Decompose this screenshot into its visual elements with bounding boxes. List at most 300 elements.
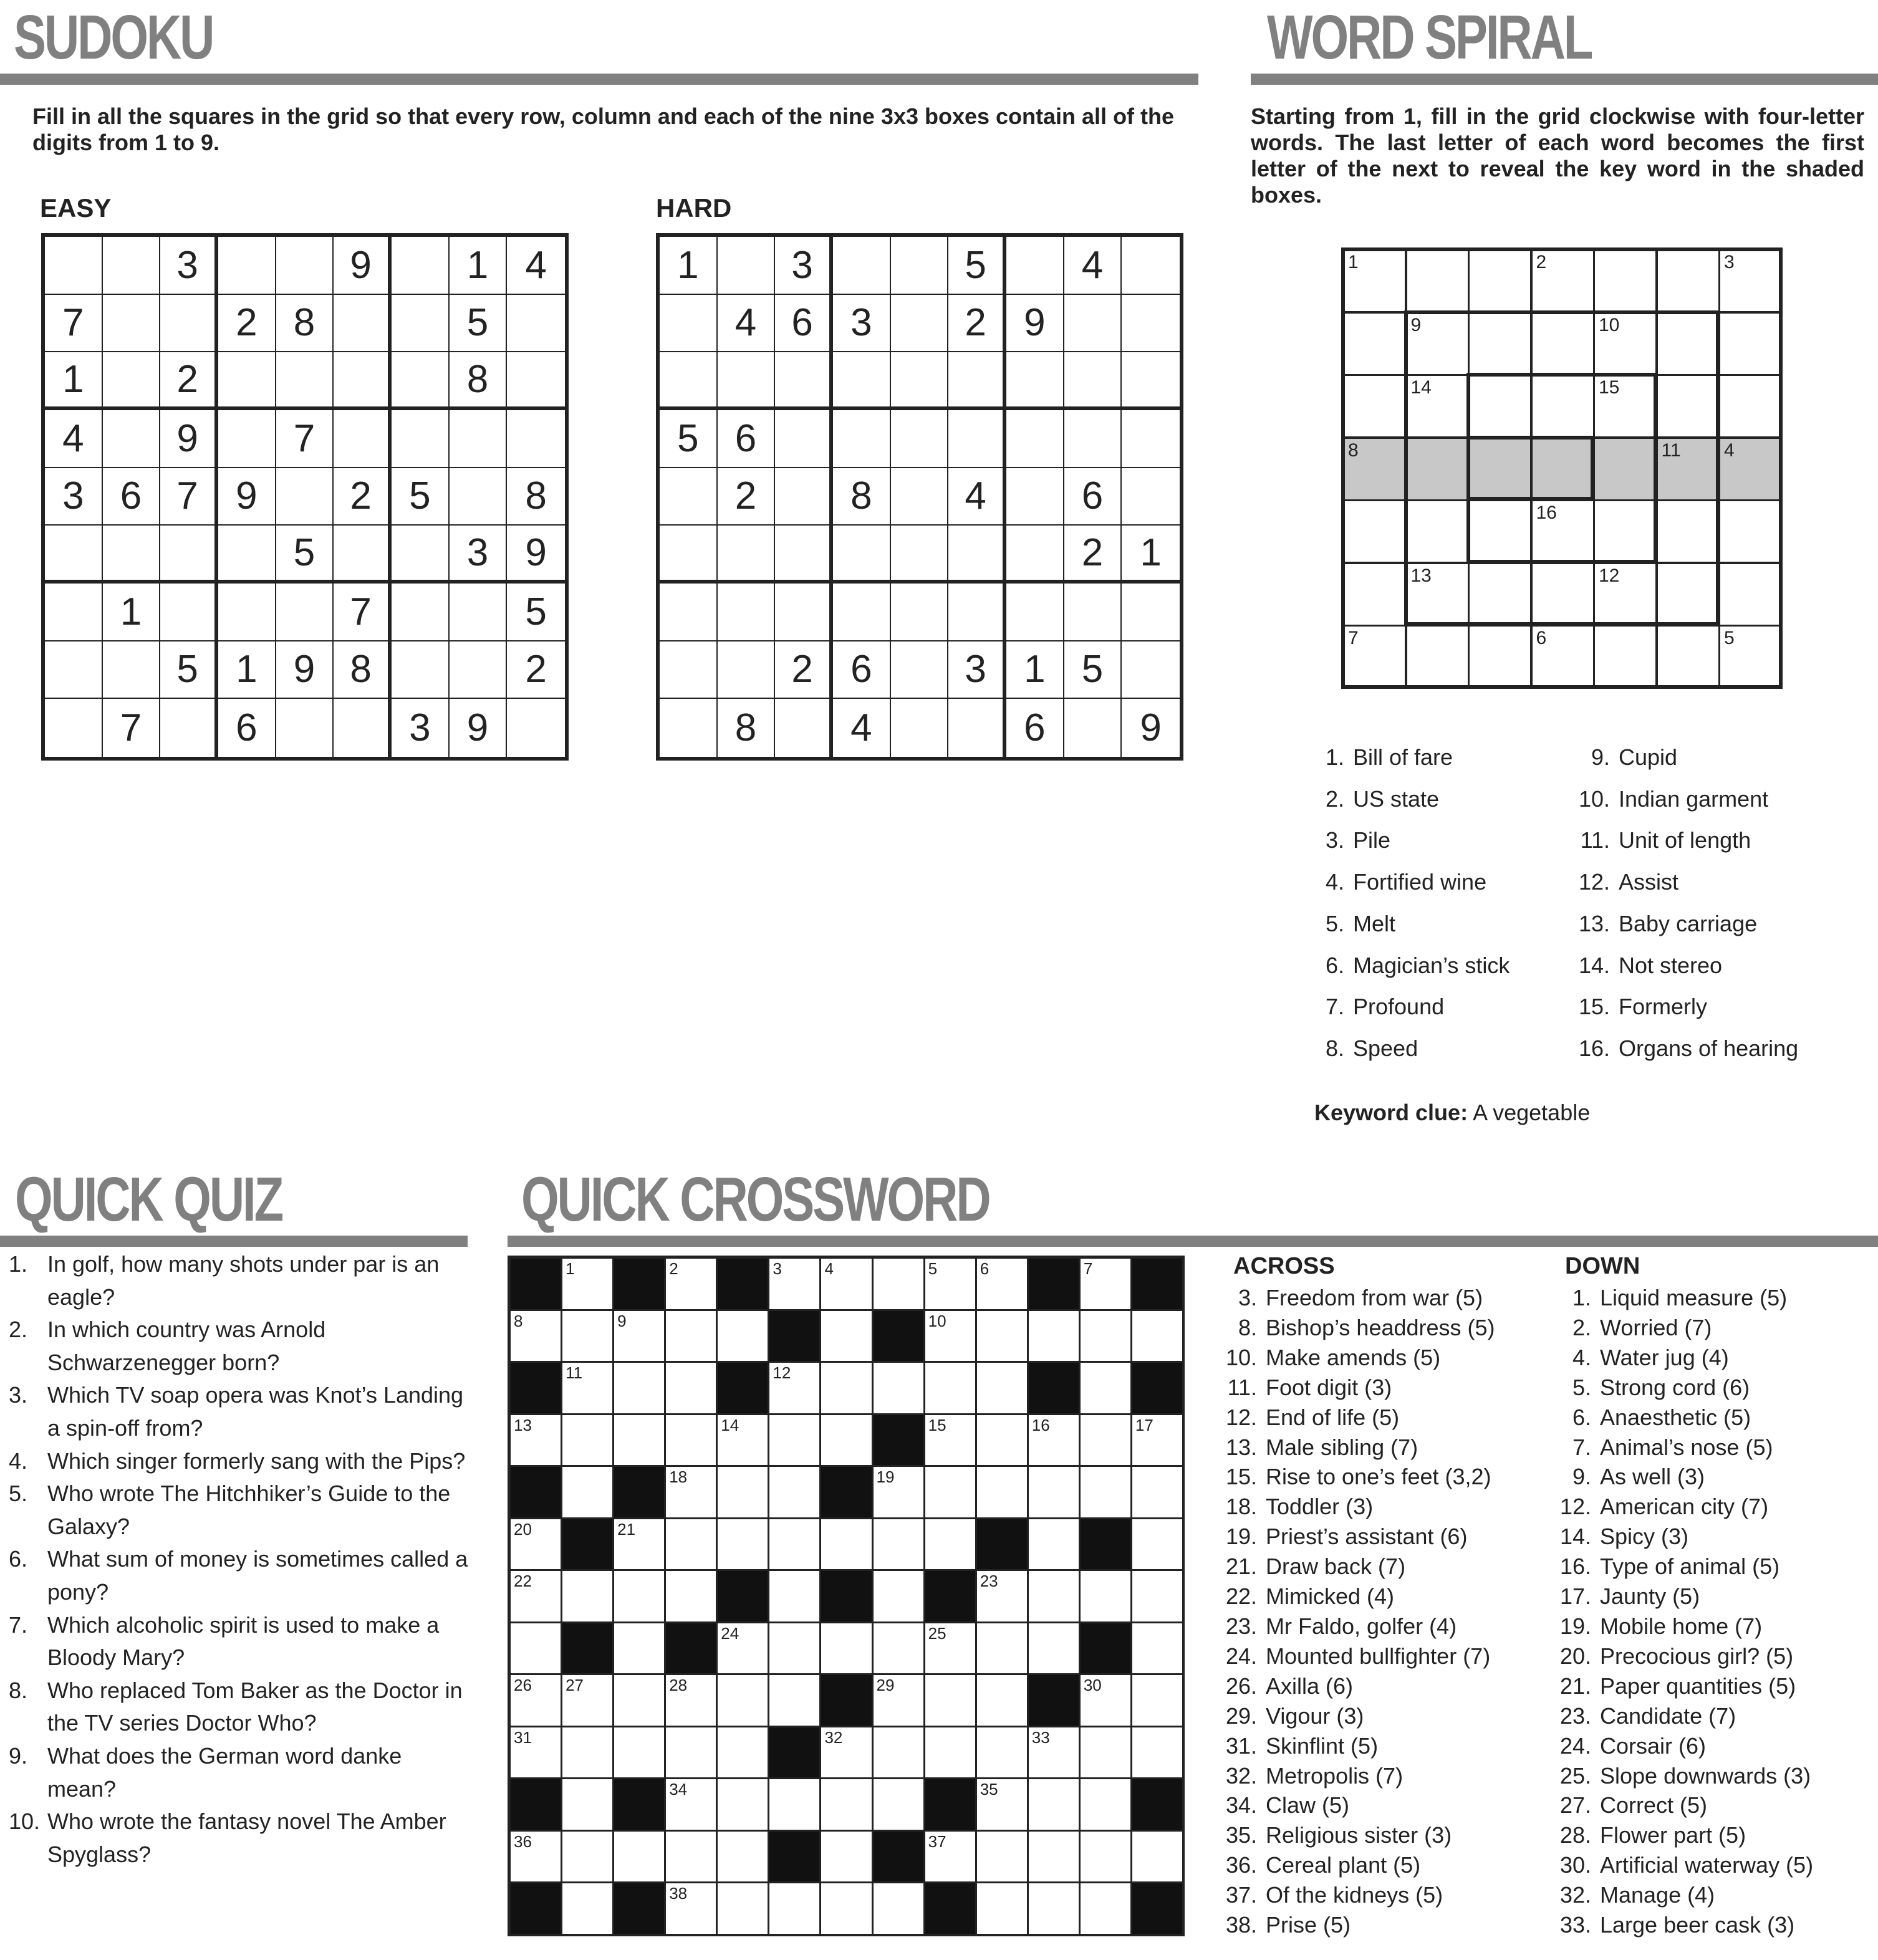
crossword-cell[interactable]	[1079, 1257, 1132, 1310]
crossword-cell[interactable]	[716, 1726, 769, 1779]
crossword-cell[interactable]	[976, 1362, 1028, 1415]
sudoku-cell[interactable]: 5	[507, 584, 565, 641]
sudoku-cell[interactable]	[45, 699, 103, 757]
sudoku-cell[interactable]: 9	[507, 526, 565, 584]
sudoku-cell[interactable]	[507, 295, 565, 353]
spiral-cell[interactable]	[1594, 563, 1657, 626]
sudoku-cell[interactable]: 8	[334, 641, 392, 699]
crossword-cell[interactable]	[768, 1257, 821, 1310]
crossword-cell[interactable]	[665, 1518, 717, 1571]
spiral-cell[interactable]	[1657, 438, 1720, 501]
sudoku-cell[interactable]	[775, 410, 833, 468]
crossword-cell[interactable]	[561, 1362, 614, 1415]
crossword-cell[interactable]	[1079, 1570, 1132, 1623]
crossword-cell[interactable]	[976, 1310, 1028, 1363]
sudoku-cell[interactable]	[718, 352, 776, 410]
crossword-cell[interactable]	[976, 1257, 1028, 1310]
crossword-cell[interactable]	[924, 1518, 976, 1571]
sudoku-cell[interactable]	[660, 468, 718, 526]
sudoku-cell[interactable]: 2	[775, 641, 833, 699]
sudoku-cell[interactable]	[507, 352, 565, 410]
crossword-cell[interactable]	[1028, 1830, 1080, 1883]
crossword-cell[interactable]	[768, 1570, 821, 1623]
sudoku-cell[interactable]	[1064, 410, 1122, 468]
spiral-cell[interactable]	[1406, 438, 1469, 501]
sudoku-cell[interactable]	[160, 699, 218, 757]
crossword-cell[interactable]	[561, 1414, 614, 1467]
sudoku-cell[interactable]: 9	[450, 699, 508, 757]
spiral-cell[interactable]	[1719, 375, 1782, 438]
sudoku-cell[interactable]	[833, 526, 891, 584]
sudoku-cell[interactable]: 4	[507, 237, 565, 295]
sudoku-cell[interactable]	[1064, 295, 1122, 353]
crossword-cell[interactable]	[820, 1622, 872, 1675]
crossword-cell[interactable]	[613, 1830, 665, 1883]
sudoku-cell[interactable]	[1122, 410, 1180, 468]
crossword-cell[interactable]	[872, 1622, 925, 1675]
sudoku-cell[interactable]	[775, 584, 833, 641]
spiral-cell[interactable]	[1657, 500, 1720, 563]
sudoku-cell[interactable]: 6	[1064, 468, 1122, 526]
sudoku-cell[interactable]: 2	[507, 641, 565, 699]
crossword-cell[interactable]	[665, 1362, 717, 1415]
spiral-cell[interactable]	[1531, 500, 1594, 563]
spiral-cell[interactable]	[1468, 312, 1531, 375]
sudoku-cell[interactable]: 2	[218, 295, 276, 353]
sudoku-cell[interactable]: 2	[1064, 526, 1122, 584]
sudoku-cell[interactable]	[660, 352, 718, 410]
sudoku-cell[interactable]	[507, 410, 565, 468]
spiral-cell[interactable]	[1406, 625, 1469, 688]
sudoku-cell[interactable]	[718, 641, 776, 699]
spiral-cell[interactable]	[1468, 500, 1531, 563]
crossword-cell[interactable]	[716, 1674, 769, 1727]
sudoku-cell[interactable]	[891, 699, 949, 757]
crossword-cell[interactable]	[561, 1830, 614, 1883]
spiral-cell[interactable]	[1594, 438, 1657, 501]
crossword-cell[interactable]	[716, 1310, 769, 1363]
crossword-cell[interactable]	[976, 1830, 1028, 1883]
sudoku-cell[interactable]	[160, 526, 218, 584]
crossword-cell[interactable]	[561, 1466, 614, 1519]
spiral-cell[interactable]	[1343, 249, 1406, 312]
crossword-cell[interactable]	[1079, 1674, 1132, 1727]
sudoku-cell[interactable]: 7	[45, 295, 103, 353]
sudoku-cell[interactable]	[276, 468, 334, 526]
crossword-cell[interactable]	[716, 1778, 769, 1831]
spiral-cell[interactable]	[1531, 249, 1594, 312]
crossword-cell[interactable]	[1131, 1570, 1183, 1623]
sudoku-cell[interactable]: 7	[160, 468, 218, 526]
sudoku-cell[interactable]	[833, 410, 891, 468]
crossword-cell[interactable]	[976, 1778, 1028, 1831]
spiral-cell[interactable]	[1531, 625, 1594, 688]
crossword-cell[interactable]	[820, 1362, 872, 1415]
sudoku-cell[interactable]: 6	[103, 468, 161, 526]
sudoku-cell[interactable]	[1122, 237, 1180, 295]
sudoku-cell[interactable]	[891, 584, 949, 641]
sudoku-cell[interactable]	[660, 699, 718, 757]
crossword-cell[interactable]	[1131, 1622, 1183, 1675]
crossword-cell[interactable]	[509, 1518, 562, 1571]
crossword-cell[interactable]	[924, 1414, 976, 1467]
sudoku-cell[interactable]	[392, 237, 450, 295]
sudoku-cell[interactable]	[1064, 699, 1122, 757]
spiral-cell[interactable]	[1343, 625, 1406, 688]
sudoku-cell[interactable]	[948, 584, 1006, 641]
spiral-cell[interactable]	[1343, 438, 1406, 501]
sudoku-cell[interactable]	[891, 641, 949, 699]
sudoku-cell[interactable]	[45, 641, 103, 699]
sudoku-cell[interactable]: 4	[833, 699, 891, 757]
sudoku-cell[interactable]	[392, 295, 450, 353]
crossword-cell[interactable]	[1028, 1466, 1080, 1519]
sudoku-cell[interactable]	[891, 468, 949, 526]
sudoku-cell[interactable]: 4	[948, 468, 1006, 526]
sudoku-cell[interactable]	[103, 410, 161, 468]
sudoku-cell[interactable]	[160, 295, 218, 353]
sudoku-cell[interactable]	[392, 641, 450, 699]
sudoku-cell[interactable]: 8	[833, 468, 891, 526]
crossword-cell[interactable]	[1028, 1882, 1080, 1935]
sudoku-cell[interactable]: 1	[103, 584, 161, 641]
sudoku-cell[interactable]: 2	[334, 468, 392, 526]
sudoku-cell[interactable]: 5	[660, 410, 718, 468]
crossword-cell[interactable]	[872, 1726, 925, 1779]
crossword-cell[interactable]	[872, 1778, 925, 1831]
crossword-cell[interactable]	[665, 1674, 717, 1727]
sudoku-cell[interactable]	[334, 699, 392, 757]
spiral-cell[interactable]	[1657, 312, 1720, 375]
sudoku-cell[interactable]	[891, 295, 949, 353]
sudoku-cell[interactable]: 5	[276, 526, 334, 584]
crossword-cell[interactable]	[1079, 1726, 1132, 1779]
sudoku-cell[interactable]: 8	[718, 699, 776, 757]
crossword-cell[interactable]	[976, 1674, 1028, 1727]
crossword-cell[interactable]	[1028, 1622, 1080, 1675]
crossword-cell[interactable]	[820, 1830, 872, 1883]
crossword-cell[interactable]	[613, 1414, 665, 1467]
crossword-cell[interactable]	[1028, 1778, 1080, 1831]
crossword-cell[interactable]	[561, 1778, 614, 1831]
sudoku-cell[interactable]: 1	[1006, 641, 1064, 699]
sudoku-cell[interactable]: 6	[775, 295, 833, 353]
sudoku-cell[interactable]	[450, 410, 508, 468]
crossword-cell[interactable]	[1131, 1466, 1183, 1519]
sudoku-cell[interactable]: 2	[718, 468, 776, 526]
sudoku-cell[interactable]: 5	[392, 468, 450, 526]
sudoku-cell[interactable]	[948, 526, 1006, 584]
spiral-cell[interactable]	[1468, 438, 1531, 501]
sudoku-cell[interactable]	[276, 352, 334, 410]
sudoku-cell[interactable]: 4	[45, 410, 103, 468]
crossword-cell[interactable]	[1131, 1830, 1183, 1883]
sudoku-cell[interactable]	[660, 641, 718, 699]
spiral-cell[interactable]	[1406, 500, 1469, 563]
sudoku-cell[interactable]	[660, 295, 718, 353]
sudoku-cell[interactable]	[103, 237, 161, 295]
sudoku-cell[interactable]	[948, 352, 1006, 410]
sudoku-cell[interactable]	[1122, 468, 1180, 526]
spiral-cell[interactable]	[1594, 249, 1657, 312]
sudoku-cell[interactable]	[507, 699, 565, 757]
spiral-cell[interactable]	[1468, 563, 1531, 626]
crossword-cell[interactable]	[613, 1674, 665, 1727]
spiral-cell[interactable]	[1468, 375, 1531, 438]
crossword-cell[interactable]	[613, 1518, 665, 1571]
sudoku-cell[interactable]	[218, 410, 276, 468]
spiral-cell[interactable]	[1719, 249, 1782, 312]
crossword-cell[interactable]	[976, 1882, 1028, 1935]
crossword-cell[interactable]	[768, 1518, 821, 1571]
sudoku-cell[interactable]	[775, 699, 833, 757]
sudoku-cell[interactable]	[1064, 352, 1122, 410]
crossword-cell[interactable]	[665, 1778, 717, 1831]
crossword-cell[interactable]	[1028, 1726, 1080, 1779]
crossword-cell[interactable]	[1028, 1310, 1080, 1363]
crossword-cell[interactable]	[613, 1726, 665, 1779]
sudoku-cell[interactable]: 4	[718, 295, 776, 353]
spiral-cell[interactable]	[1531, 563, 1594, 626]
sudoku-cell[interactable]	[775, 526, 833, 584]
sudoku-cell[interactable]	[218, 526, 276, 584]
sudoku-cell[interactable]: 8	[276, 295, 334, 353]
crossword-cell[interactable]	[820, 1882, 872, 1935]
crossword-cell[interactable]	[872, 1882, 925, 1935]
sudoku-cell[interactable]	[218, 352, 276, 410]
spiral-cell[interactable]	[1531, 312, 1594, 375]
spiral-cell[interactable]	[1406, 249, 1469, 312]
sudoku-cell[interactable]	[1006, 526, 1064, 584]
sudoku-cell[interactable]	[660, 584, 718, 641]
sudoku-cell[interactable]	[392, 526, 450, 584]
crossword-cell[interactable]	[924, 1726, 976, 1779]
crossword-cell[interactable]	[768, 1414, 821, 1467]
crossword-cell[interactable]	[924, 1362, 976, 1415]
crossword-cell[interactable]	[665, 1310, 717, 1363]
crossword-cell[interactable]	[924, 1257, 976, 1310]
sudoku-cell[interactable]	[1122, 641, 1180, 699]
spiral-cell[interactable]	[1657, 249, 1720, 312]
spiral-cell[interactable]	[1594, 312, 1657, 375]
sudoku-cell[interactable]: 3	[775, 237, 833, 295]
sudoku-cell[interactable]: 9	[334, 237, 392, 295]
sudoku-cell[interactable]: 5	[160, 641, 218, 699]
crossword-cell[interactable]	[924, 1310, 976, 1363]
crossword-cell[interactable]	[924, 1830, 976, 1883]
sudoku-cell[interactable]	[1006, 352, 1064, 410]
crossword-cell[interactable]	[561, 1726, 614, 1779]
sudoku-cell[interactable]	[1006, 410, 1064, 468]
crossword-cell[interactable]	[716, 1466, 769, 1519]
crossword-cell[interactable]	[820, 1310, 872, 1363]
spiral-cell[interactable]	[1594, 625, 1657, 688]
crossword-cell[interactable]	[976, 1466, 1028, 1519]
crossword-cell[interactable]	[1079, 1310, 1132, 1363]
sudoku-cell[interactable]	[833, 352, 891, 410]
crossword-cell[interactable]	[665, 1414, 717, 1467]
crossword-cell[interactable]	[665, 1882, 717, 1935]
sudoku-cell[interactable]	[1122, 295, 1180, 353]
sudoku-cell[interactable]	[833, 237, 891, 295]
crossword-cell[interactable]	[561, 1310, 614, 1363]
crossword-cell[interactable]	[561, 1674, 614, 1727]
sudoku-cell[interactable]: 1	[450, 237, 508, 295]
spiral-cell[interactable]	[1719, 438, 1782, 501]
sudoku-cell[interactable]	[392, 410, 450, 468]
sudoku-cell[interactable]	[718, 584, 776, 641]
crossword-cell[interactable]	[924, 1674, 976, 1727]
sudoku-cell[interactable]	[1122, 584, 1180, 641]
spiral-cell[interactable]	[1531, 438, 1594, 501]
crossword-cell[interactable]	[716, 1830, 769, 1883]
sudoku-cell[interactable]	[450, 641, 508, 699]
crossword-cell[interactable]	[1079, 1830, 1132, 1883]
sudoku-cell[interactable]: 3	[450, 526, 508, 584]
crossword-cell[interactable]	[665, 1466, 717, 1519]
crossword-cell[interactable]	[976, 1622, 1028, 1675]
sudoku-cell[interactable]	[218, 237, 276, 295]
spiral-cell[interactable]	[1719, 312, 1782, 375]
sudoku-cell[interactable]: 6	[718, 410, 776, 468]
sudoku-cell[interactable]: 3	[833, 295, 891, 353]
spiral-cell[interactable]	[1657, 625, 1720, 688]
spiral-cell[interactable]	[1657, 563, 1720, 626]
spiral-cell[interactable]	[1657, 375, 1720, 438]
crossword-cell[interactable]	[872, 1518, 925, 1571]
sudoku-cell[interactable]	[45, 584, 103, 641]
crossword-cell[interactable]	[716, 1518, 769, 1571]
sudoku-cell[interactable]	[891, 410, 949, 468]
sudoku-cell[interactable]	[718, 526, 776, 584]
sudoku-cell[interactable]	[334, 410, 392, 468]
spiral-cell[interactable]	[1594, 375, 1657, 438]
sudoku-cell[interactable]	[833, 584, 891, 641]
sudoku-cell[interactable]	[103, 641, 161, 699]
sudoku-cell[interactable]	[45, 237, 103, 295]
crossword-cell[interactable]	[509, 1414, 562, 1467]
spiral-cell[interactable]	[1719, 563, 1782, 626]
crossword-cell[interactable]	[1079, 1362, 1132, 1415]
sudoku-cell[interactable]: 5	[450, 295, 508, 353]
crossword-cell[interactable]	[768, 1622, 821, 1675]
sudoku-cell[interactable]: 2	[948, 295, 1006, 353]
crossword-cell[interactable]	[509, 1726, 562, 1779]
sudoku-cell[interactable]: 8	[507, 468, 565, 526]
crossword-cell[interactable]	[561, 1882, 614, 1935]
sudoku-cell[interactable]	[392, 584, 450, 641]
sudoku-cell[interactable]	[334, 295, 392, 353]
spiral-cell[interactable]	[1406, 375, 1469, 438]
crossword-cell[interactable]	[924, 1466, 976, 1519]
crossword-cell[interactable]	[820, 1726, 872, 1779]
spiral-cell[interactable]	[1531, 375, 1594, 438]
sudoku-cell[interactable]	[45, 526, 103, 584]
crossword-cell[interactable]	[872, 1362, 925, 1415]
crossword-cell[interactable]	[768, 1778, 821, 1831]
crossword-cell[interactable]	[872, 1674, 925, 1727]
crossword-cell[interactable]	[561, 1257, 614, 1310]
sudoku-cell[interactable]	[160, 584, 218, 641]
sudoku-cell[interactable]: 1	[1122, 526, 1180, 584]
sudoku-cell[interactable]	[276, 699, 334, 757]
crossword-cell[interactable]	[820, 1778, 872, 1831]
crossword-cell[interactable]	[613, 1362, 665, 1415]
crossword-cell[interactable]	[716, 1414, 769, 1467]
sudoku-cell[interactable]	[276, 237, 334, 295]
crossword-cell[interactable]	[872, 1570, 925, 1623]
spiral-cell[interactable]	[1343, 312, 1406, 375]
crossword-cell[interactable]	[1131, 1518, 1183, 1571]
sudoku-cell[interactable]	[392, 352, 450, 410]
sudoku-cell[interactable]	[103, 352, 161, 410]
sudoku-cell[interactable]	[1006, 237, 1064, 295]
crossword-cell[interactable]	[768, 1674, 821, 1727]
crossword-cell[interactable]	[1131, 1674, 1183, 1727]
crossword-cell[interactable]	[509, 1622, 562, 1675]
sudoku-cell[interactable]	[218, 584, 276, 641]
sudoku-cell[interactable]	[660, 526, 718, 584]
spiral-cell[interactable]	[1719, 500, 1782, 563]
crossword-cell[interactable]	[1028, 1518, 1080, 1571]
sudoku-cell[interactable]: 3	[392, 699, 450, 757]
sudoku-cell[interactable]: 5	[1064, 641, 1122, 699]
sudoku-cell[interactable]	[891, 237, 949, 295]
sudoku-cell[interactable]	[1006, 468, 1064, 526]
crossword-cell[interactable]	[509, 1570, 562, 1623]
sudoku-cell[interactable]	[334, 352, 392, 410]
crossword-cell[interactable]	[768, 1362, 821, 1415]
sudoku-cell[interactable]	[775, 468, 833, 526]
crossword-cell[interactable]	[665, 1726, 717, 1779]
sudoku-cell[interactable]	[103, 526, 161, 584]
crossword-cell[interactable]	[1079, 1882, 1132, 1935]
sudoku-cell[interactable]: 3	[160, 237, 218, 295]
crossword-cell[interactable]	[509, 1674, 562, 1727]
crossword-cell[interactable]	[613, 1310, 665, 1363]
spiral-cell[interactable]	[1343, 375, 1406, 438]
sudoku-cell[interactable]	[948, 410, 1006, 468]
crossword-cell[interactable]	[1079, 1466, 1132, 1519]
sudoku-cell[interactable]: 5	[948, 237, 1006, 295]
crossword-cell[interactable]	[820, 1414, 872, 1467]
sudoku-cell[interactable]: 9	[160, 410, 218, 468]
crossword-cell[interactable]	[665, 1830, 717, 1883]
sudoku-cell[interactable]: 7	[334, 584, 392, 641]
crossword-cell[interactable]	[509, 1310, 562, 1363]
crossword-cell[interactable]	[820, 1518, 872, 1571]
crossword-cell[interactable]	[665, 1257, 717, 1310]
crossword-cell[interactable]	[768, 1882, 821, 1935]
spiral-cell[interactable]	[1406, 312, 1469, 375]
sudoku-cell[interactable]: 7	[276, 410, 334, 468]
crossword-cell[interactable]	[976, 1414, 1028, 1467]
sudoku-cell[interactable]	[948, 699, 1006, 757]
sudoku-cell[interactable]: 1	[45, 352, 103, 410]
spiral-cell[interactable]	[1468, 625, 1531, 688]
sudoku-cell[interactable]: 3	[948, 641, 1006, 699]
crossword-cell[interactable]	[872, 1466, 925, 1519]
crossword-cell[interactable]	[872, 1257, 925, 1310]
crossword-cell[interactable]	[716, 1622, 769, 1675]
crossword-cell[interactable]	[509, 1830, 562, 1883]
sudoku-cell[interactable]: 6	[218, 699, 276, 757]
spiral-cell[interactable]	[1343, 563, 1406, 626]
spiral-cell[interactable]	[1719, 625, 1782, 688]
crossword-cell[interactable]	[1131, 1310, 1183, 1363]
spiral-cell[interactable]	[1468, 249, 1531, 312]
sudoku-cell[interactable]: 7	[103, 699, 161, 757]
